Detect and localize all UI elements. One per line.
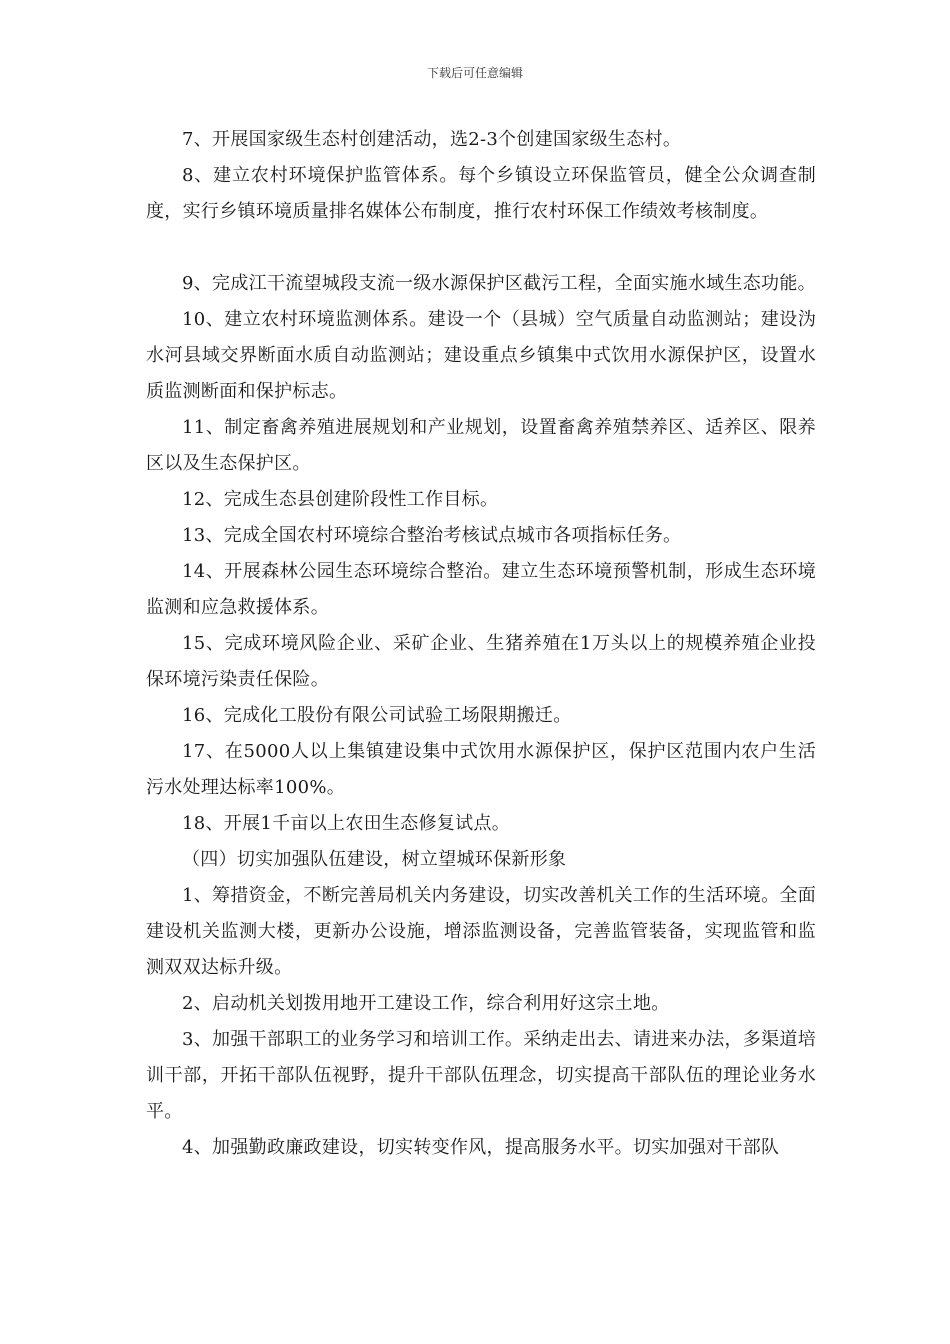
paragraph-s4-4: 4、加强勤政廉政建设，切实转变作风，提高服务水平。切实加强对干部队 [182,1137,780,1158]
paragraph-gap [146,230,816,266]
paragraph-11: 11、制定畜禽养殖进展规划和产业规划，设置畜禽养殖禁养区、适养区、限养区以及生态保护区。 [146,417,816,474]
paragraph-s4-2: 2、启动机关划拨用地开工建设工作，综合利用好这宗土地。 [182,993,670,1014]
paragraph-9: 9、完成江干流望城段支流一级水源保护区截污工程，全面实施水域生态功能。 [182,273,816,294]
page-header: 下载后可任意编辑 [426,66,523,80]
section-heading: （四）切实加强队伍建设，树立望城环保新形象 [182,849,567,870]
paragraph-16: 16、完成化工股份有限公司试验工场限期搬迁。 [182,705,572,726]
paragraph-s4-3: 3、加强干部职工的业务学习和培训工作。采纳走出去、请进来办法，多渠道培训干部，开拓干部队伍视野，提升干部队伍理念，切实提高干部队伍的理论业务水平。 [146,1029,816,1122]
paragraph-8: 8、建立农村环境保护监管体系。每个乡镇设立环保监管员，健全公众调查制度，实行乡镇环境质量排名媒体公布制度，推行农村环保工作绩效考核制度。 [146,165,816,222]
paragraph-10: 10、建立农村环境监测体系。建设一个（县城）空气质量自动监测站；建设沩水河县域交界断面水质自动监测站；建设重点乡镇集中式饮用水源保护区，设置水质监测断面和保护标志。 [146,309,816,402]
paragraph-13: 13、完成全国农村环境综合整治考核试点城市各项指标任务。 [182,525,682,546]
paragraph-12: 12、完成生态县创建阶段性工作目标。 [182,489,499,510]
paragraph-17: 17、在5000人以上集镇建设集中式饮用水源保护区，保护区范围内农户生活污水处理达标率100%。 [146,741,816,798]
document-body [146,122,816,1166]
paragraph-14: 14、开展森林公园生态环境综合整治。建立生态环境预警机制，形成生态环境监测和应急救援体系。 [146,561,816,618]
paragraph-15: 15、完成环境风险企业、采矿企业、生猪养殖在1万头以上的规模养殖企业投保环境污染责任保险。 [146,633,816,690]
paragraph-18: 18、开展1千亩以上农田生态修复试点。 [182,813,511,834]
paragraph-s4-1: 1、筹措资金，不断完善局机关内务建设，切实改善机关工作的生活环境。全面建设机关监测大楼，更新办公设施，增添监测设备，完善监管装备，实现监管和监测双双达标升级。 [146,885,816,978]
paragraph-7: 7、开展国家级生态村创建活动，选2-3个创建国家级生态村。 [182,129,682,150]
